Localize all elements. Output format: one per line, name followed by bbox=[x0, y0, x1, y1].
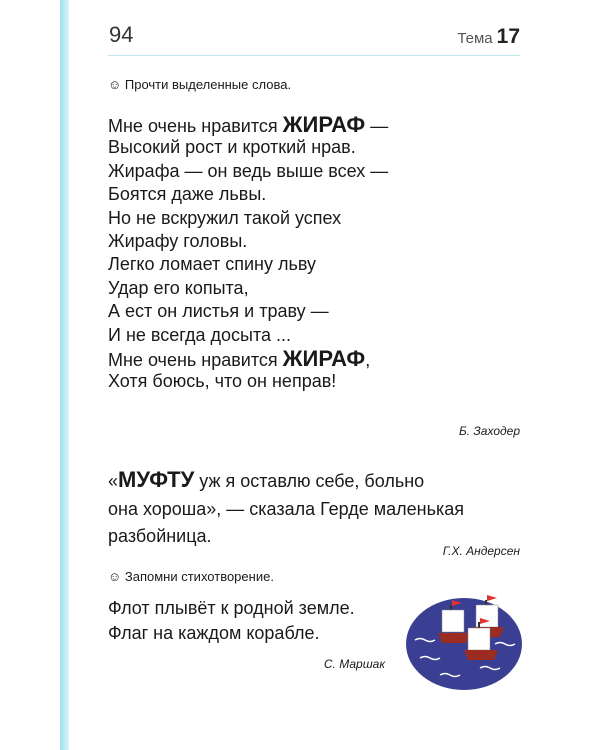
quote-line: разбойница. bbox=[108, 526, 212, 546]
page-number: 94 bbox=[109, 22, 134, 47]
poem-line bbox=[108, 136, 388, 159]
line-text: — bbox=[365, 116, 389, 136]
poem-line bbox=[108, 160, 388, 183]
line-text: Жирафа — он ведь выше всех — bbox=[108, 160, 389, 181]
highlight-word: ЖИРАФ bbox=[282, 345, 366, 371]
poem-line bbox=[108, 300, 388, 323]
poem-line bbox=[108, 183, 388, 206]
author-zakhoder: Б. Заходер bbox=[458, 424, 520, 438]
ships-illustration bbox=[400, 580, 530, 695]
poem-line bbox=[108, 230, 388, 253]
instruction-memorize: ☺ Запомни стихотворение. bbox=[108, 569, 274, 584]
line-text: Мне очень нравится bbox=[108, 116, 283, 136]
line-text: Боятся даже львы. bbox=[108, 184, 267, 205]
page-edge-strip bbox=[60, 0, 69, 750]
quote-line: уж я оставлю себе, больно bbox=[194, 471, 425, 491]
line-text: , bbox=[365, 349, 371, 370]
poem-line bbox=[108, 324, 388, 347]
poem-line bbox=[108, 113, 388, 136]
theme-label: Тема bbox=[457, 30, 493, 47]
quote-open: « bbox=[108, 471, 119, 491]
theme-number: 17 bbox=[496, 25, 520, 48]
author-marshak: С. Маршак bbox=[323, 657, 385, 671]
line-text: А ест он листья и траву — bbox=[108, 301, 329, 322]
giraffe-poem bbox=[108, 113, 388, 394]
line-text: Удар его копыта, bbox=[108, 277, 249, 298]
quote-line: она хороша», — сказала Герде маленькая bbox=[108, 498, 465, 519]
line-text: Легко ломает спину льву bbox=[108, 254, 317, 275]
line-text: Хотя боюсь, что он неправ! bbox=[108, 371, 337, 392]
poem-line bbox=[108, 370, 388, 393]
fleet-poem bbox=[108, 596, 355, 646]
poem-line: Флаг на каждом корабле. bbox=[108, 623, 320, 643]
line-text: Но не вскружил такой успех bbox=[108, 207, 342, 228]
highlight-word: МУФТУ bbox=[118, 467, 195, 492]
line-text: И не всегда досыта ... bbox=[108, 324, 292, 345]
header-divider bbox=[108, 55, 520, 56]
author-andersen: Г.Х. Андерсен bbox=[442, 544, 520, 558]
poem-line: Флот плывёт к родной земле. bbox=[108, 598, 355, 618]
line-text: Высокий рост и кроткий нрав. bbox=[108, 137, 356, 158]
poem-line bbox=[108, 277, 388, 300]
instruction-read: ☺ Прочти выделенные слова. bbox=[108, 77, 292, 92]
poem-line bbox=[108, 347, 388, 370]
poem-line bbox=[108, 253, 388, 276]
poem-line bbox=[108, 207, 388, 230]
line-text: Жирафу головы. bbox=[108, 230, 248, 251]
line-text: Мне очень нравится bbox=[108, 349, 283, 370]
theme-heading bbox=[457, 25, 520, 49]
mufta-quote bbox=[108, 466, 464, 551]
highlight-word: ЖИРАФ bbox=[282, 112, 366, 137]
